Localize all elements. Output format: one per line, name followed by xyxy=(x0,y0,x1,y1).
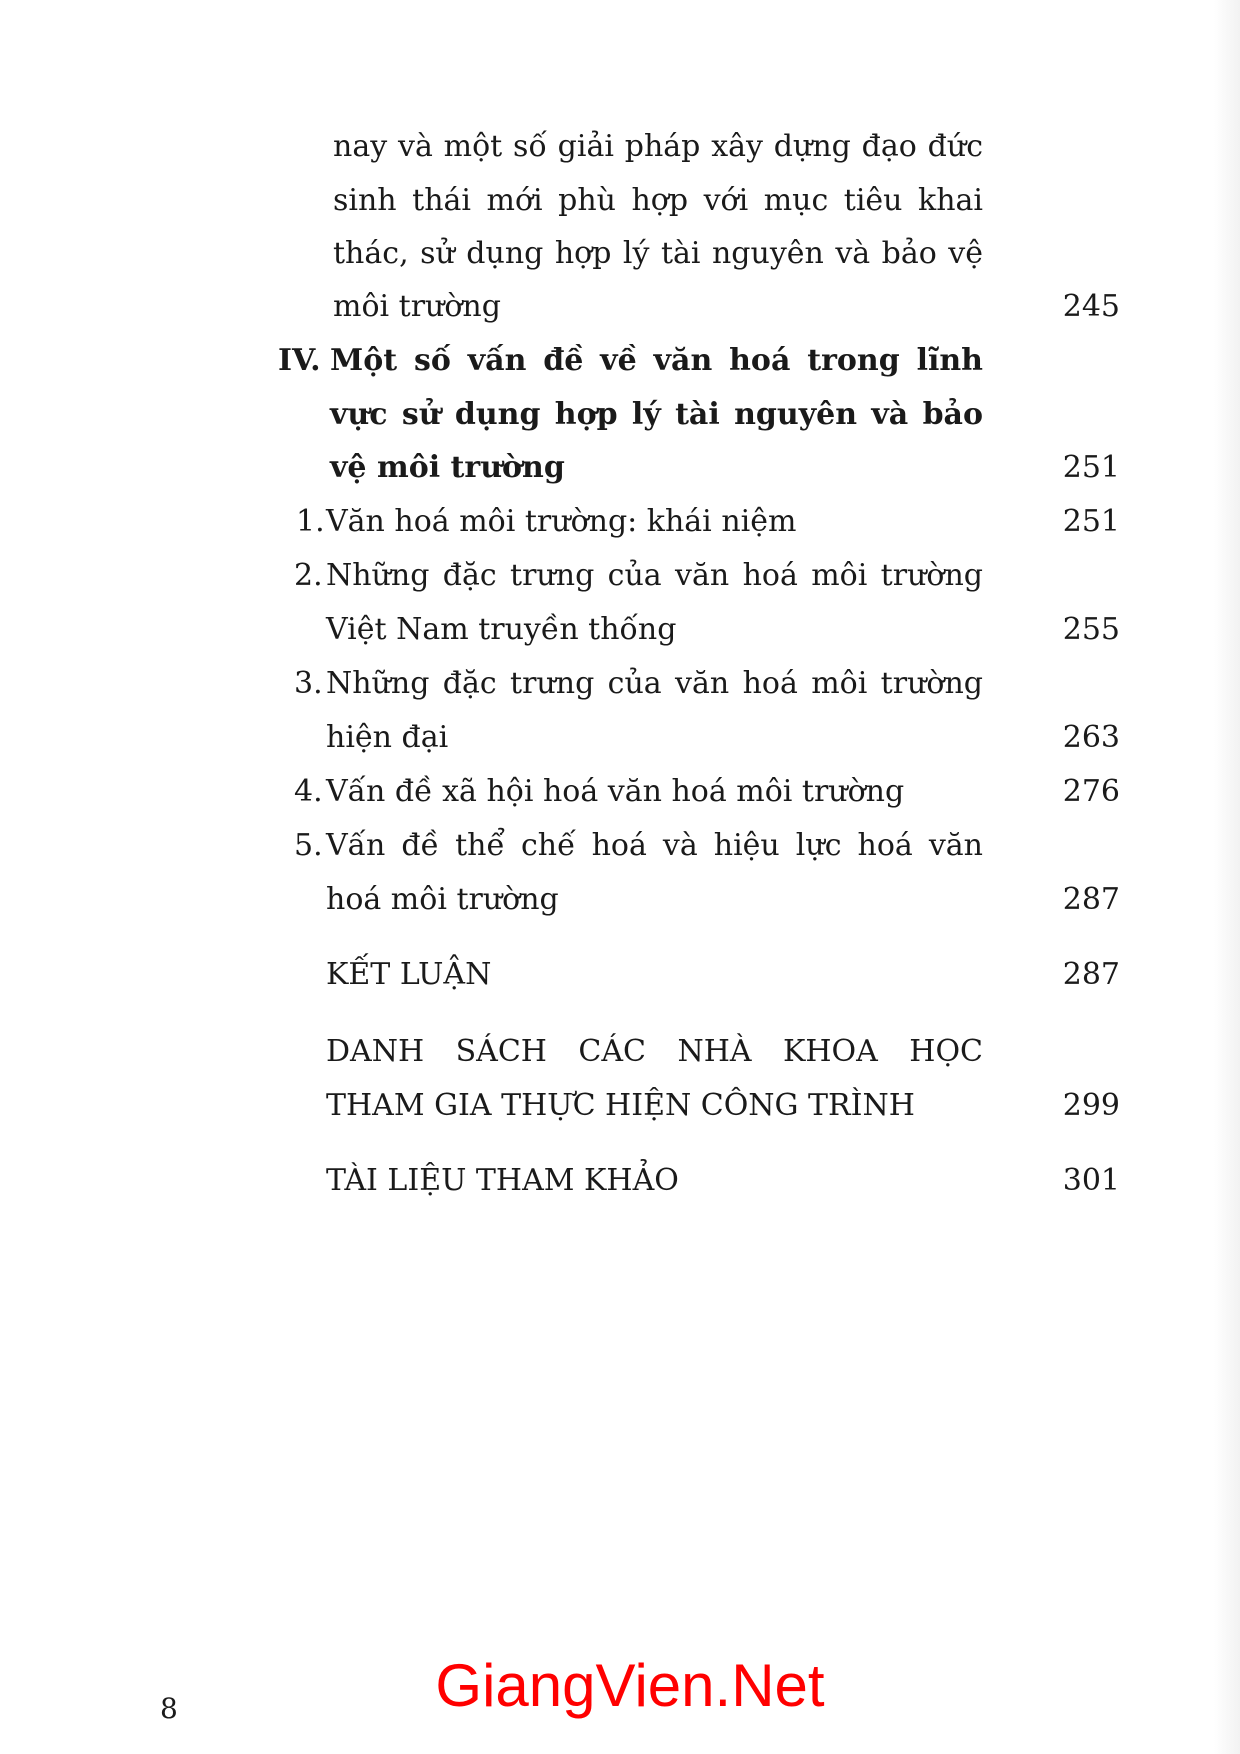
item-title-line: Vấn đề thể chế hoá và hiệu lực hoá văn xyxy=(326,828,983,863)
item-marker: 3. xyxy=(294,666,323,701)
entry-line: thác, sử dụng hợp lý tài nguyên và bảo vệ xyxy=(333,236,983,271)
item-title-line: Việt Nam truyền thống xyxy=(326,612,677,647)
item-title-line: Văn hoá môi trường: khái niệm xyxy=(326,504,797,539)
entry-page-number: 263 xyxy=(1062,720,1120,755)
entry-page-number: 287 xyxy=(1062,957,1120,992)
entry-line: sinh thái mới phù hợp với mục tiêu khai xyxy=(333,183,983,218)
entry-line: nay và một số giải pháp xây dựng đạo đức xyxy=(333,129,983,164)
item-marker: 5. xyxy=(294,828,323,863)
section-title-line: Một số vấn đề về văn hoá trong lĩnh xyxy=(330,343,983,378)
back-matter-title: TÀI LIỆU THAM KHẢO xyxy=(326,1163,679,1198)
entry-page-number: 276 xyxy=(1062,774,1120,809)
item-title-line: Vấn đề xã hội hoá văn hoá môi trường xyxy=(326,774,905,809)
scan-edge-shadow xyxy=(1214,0,1240,1754)
item-title-line: Những đặc trưng của văn hoá môi trường xyxy=(326,666,983,701)
section-marker: IV. xyxy=(278,343,321,378)
entry-page-number: 299 xyxy=(1062,1088,1120,1123)
entry-page-number: 245 xyxy=(1062,289,1120,324)
item-title-line: Những đặc trưng của văn hoá môi trường xyxy=(326,558,983,593)
item-marker: 4. xyxy=(294,774,323,809)
back-matter-title: DANH SÁCH CÁC NHÀ KHOA HỌC xyxy=(326,1034,983,1069)
watermark-text: GiangVien.Net xyxy=(435,1652,825,1719)
section-title-line: vực sử dụng hợp lý tài nguyên và bảo xyxy=(330,397,983,432)
entry-page-number: 251 xyxy=(1062,450,1120,485)
item-marker: 1. xyxy=(296,504,325,539)
item-marker: 2. xyxy=(294,558,323,593)
folio-page-number: 8 xyxy=(160,1692,178,1725)
section-title-line: vệ môi trường xyxy=(330,450,565,485)
entry-line: môi trường xyxy=(333,289,501,324)
back-matter-title: KẾT LUẬN xyxy=(326,957,492,992)
item-title-line: hiện đại xyxy=(326,720,449,755)
entry-page-number: 301 xyxy=(1062,1163,1120,1198)
back-matter-title: THAM GIA THỰC HIỆN CÔNG TRÌNH xyxy=(326,1088,915,1123)
item-title-line: hoá môi trường xyxy=(326,882,559,917)
entry-page-number: 251 xyxy=(1062,504,1120,539)
entry-page-number: 255 xyxy=(1062,612,1120,647)
entry-page-number: 287 xyxy=(1062,882,1120,917)
